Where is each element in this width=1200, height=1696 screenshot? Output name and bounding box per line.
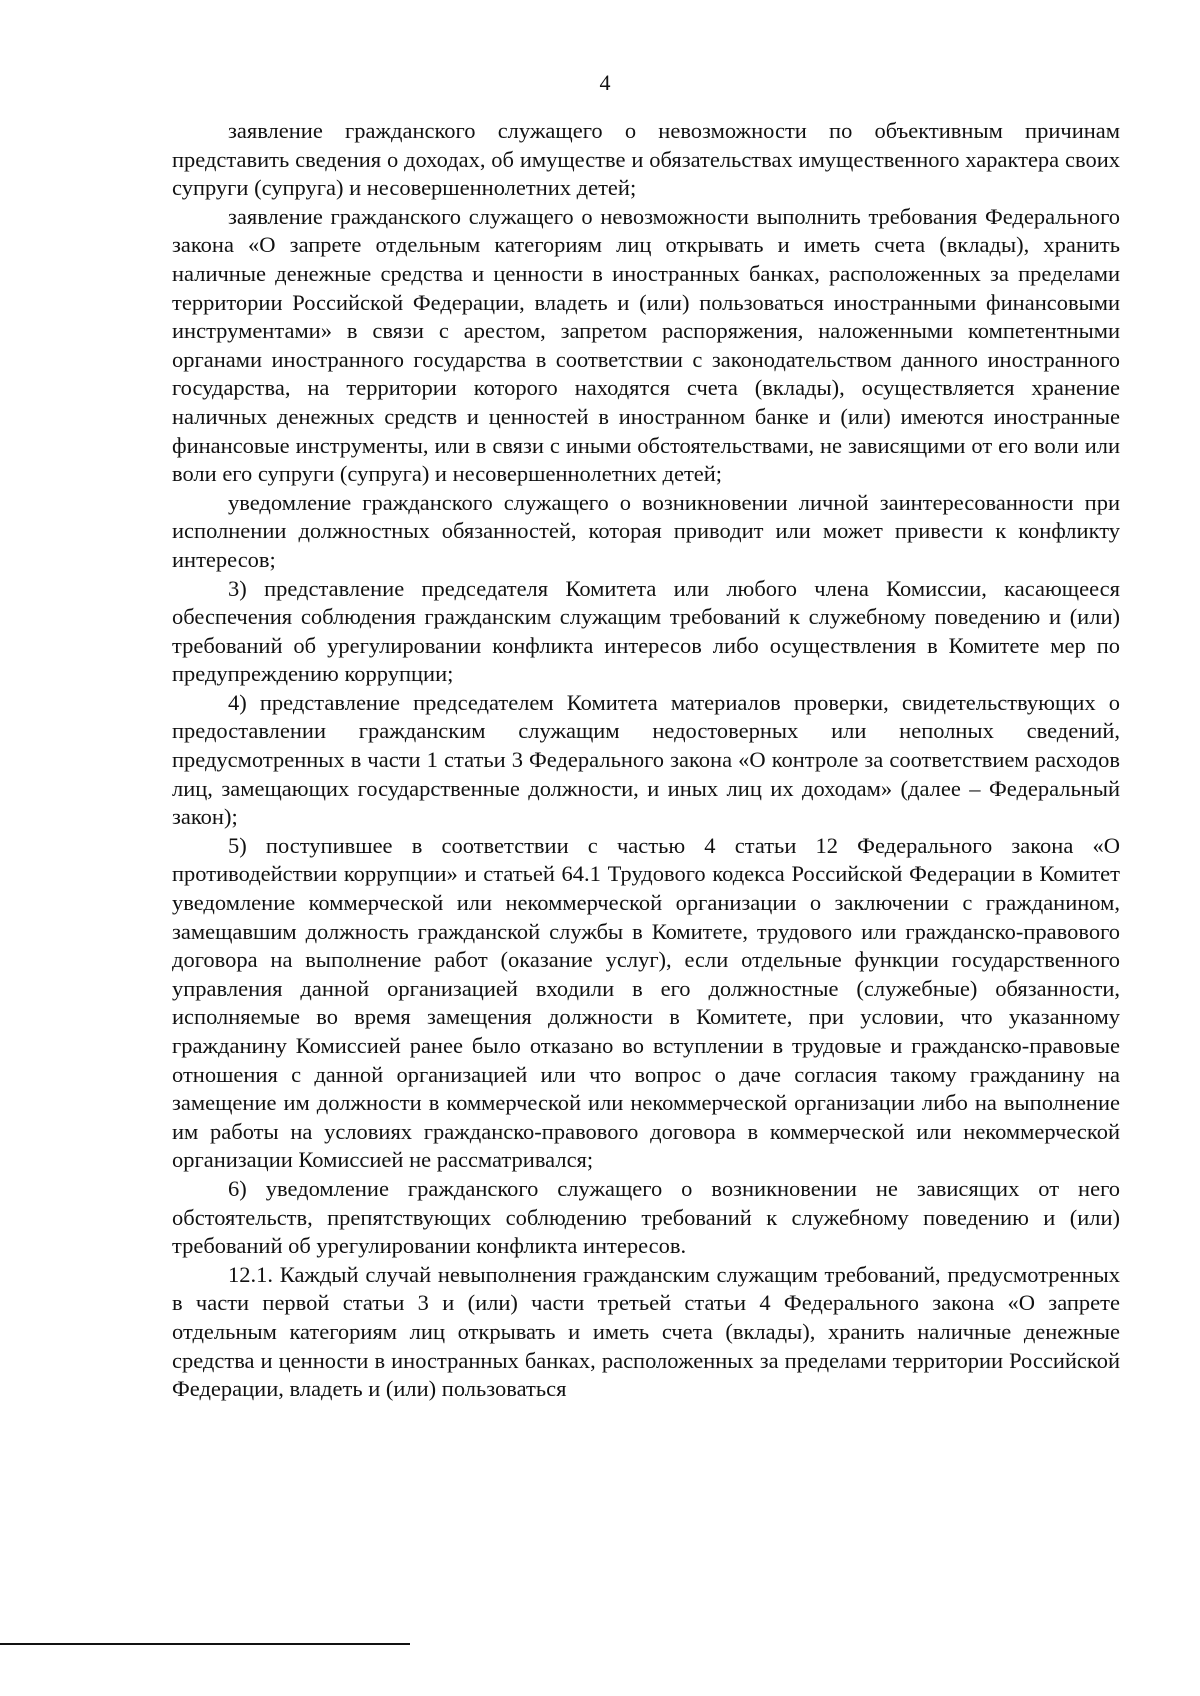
document-body [172,117,1120,1404]
paragraph-statement-foreign-accounts: заявление гражданского служащего о невозможности выполнить требования Федерального закона «О запрете отдельным категориям лиц открывать и иметь счета (вклады), хранить наличные денежные средства и ценности в иностранных банках, расположенных за пределами территории Российской Федерации, владеть и (или) пользоваться иностранными финансовыми инструментами» в связи с арестом, запретом распоряжения, наложенными компетентными органами иностранного государства в соответствии с законодательством данного иностранного государства, на территории которого находятся счета (вклады), осуществляется хранение наличных денежных средств и ценностей в иностранном банке и (или) имеются иностранные финансовые инструменты, или в связи с иными обстоятельствами, не зависящими от его воли или воли его супруги (супруга) и несовершеннолетних детей; [172,203,1120,487]
paragraph-statement-family-income: заявление гражданского служащего о невозможности по объективным причинам представить сведения о доходах, об имуществе и обязательствах имущественного характера своих супруги (супруга) и несовершеннолетних детей; [172,118,1120,201]
paragraph-item-5: 5) поступившее в соответствии с частью 4 статьи 12 Федерального закона «О противодействии коррупции» и статьей 64.1 Трудового кодекса Российской Федерации в Комитет уведомление коммерческой или некоммерческой организации о заключении с гражданином, замещавшим должность гражданской службы в Комитете, трудового или гражданско-правового договора на выполнение работ (оказание услуг), если отдельные функции государственного управления данной организацией входили в его должностные (служебные) обязанности, исполняемые во время замещения должности в Комитете, при условии, что указанному гражданину Комиссией ранее было отказано во вступлении в трудовые и гражданско-правовые отношения с данной организацией или что вопрос о даче согласия такому гражданину на замещение им должности в коммерческой или некоммерческой организации либо на выполнение им работы на условиях гражданско-правового договора в коммерческой или некоммерческой организации Комиссией не рассматривался; [172,832,1120,1173]
paragraph-item-3: 3) представление председателя Комитета или любого члена Комиссии, касающееся обеспечения соблюдения гражданским служащим требований к служебному поведению и (или) требований об урегулировании конфликта интересов либо осуществления в Комитете мер по предупреждению коррупции; [172,575,1120,687]
paragraph-item-12-1: 12.1. Каждый случай невыполнения гражданским служащим требований, предусмотренных в части первой статьи 3 и (или) части третьей статьи 4 Федерального закона «О запрете отдельным категориям лиц открывать и иметь счета (вклады), хранить наличные денежные средства и ценности в иностранных банках, расположенных за пределами территории Российской Федерации, владеть и (или) пользоваться [172,1261,1120,1402]
paragraph-item-6: 6) уведомление гражданского служащего о возникновении не зависящих от него обстоятельств, препятствующих соблюдению требований к служебному поведению и (или) требований об урегулировании конфликта интересов. [172,1175,1120,1259]
paragraph-item-4: 4) представление председателем Комитета материалов проверки, свидетельствующих о предоставлении гражданским служащим недостоверных или неполных сведений, предусмотренных в части 1 статьи 3 Федерального закона «О контроле за соответствием расходов лиц, замещающих государственные должности, и иных лиц их доходам» (далее – Федеральный закон); [172,689,1120,830]
footnote-divider [0,1643,410,1645]
page-number: 4 [599,70,611,95]
paragraph-notice-personal-interest: уведомление гражданского служащего о возникновении личной заинтересованности при исполнении должностных обязанностей, которая приводит или может привести к конфликту интересов; [172,489,1120,572]
